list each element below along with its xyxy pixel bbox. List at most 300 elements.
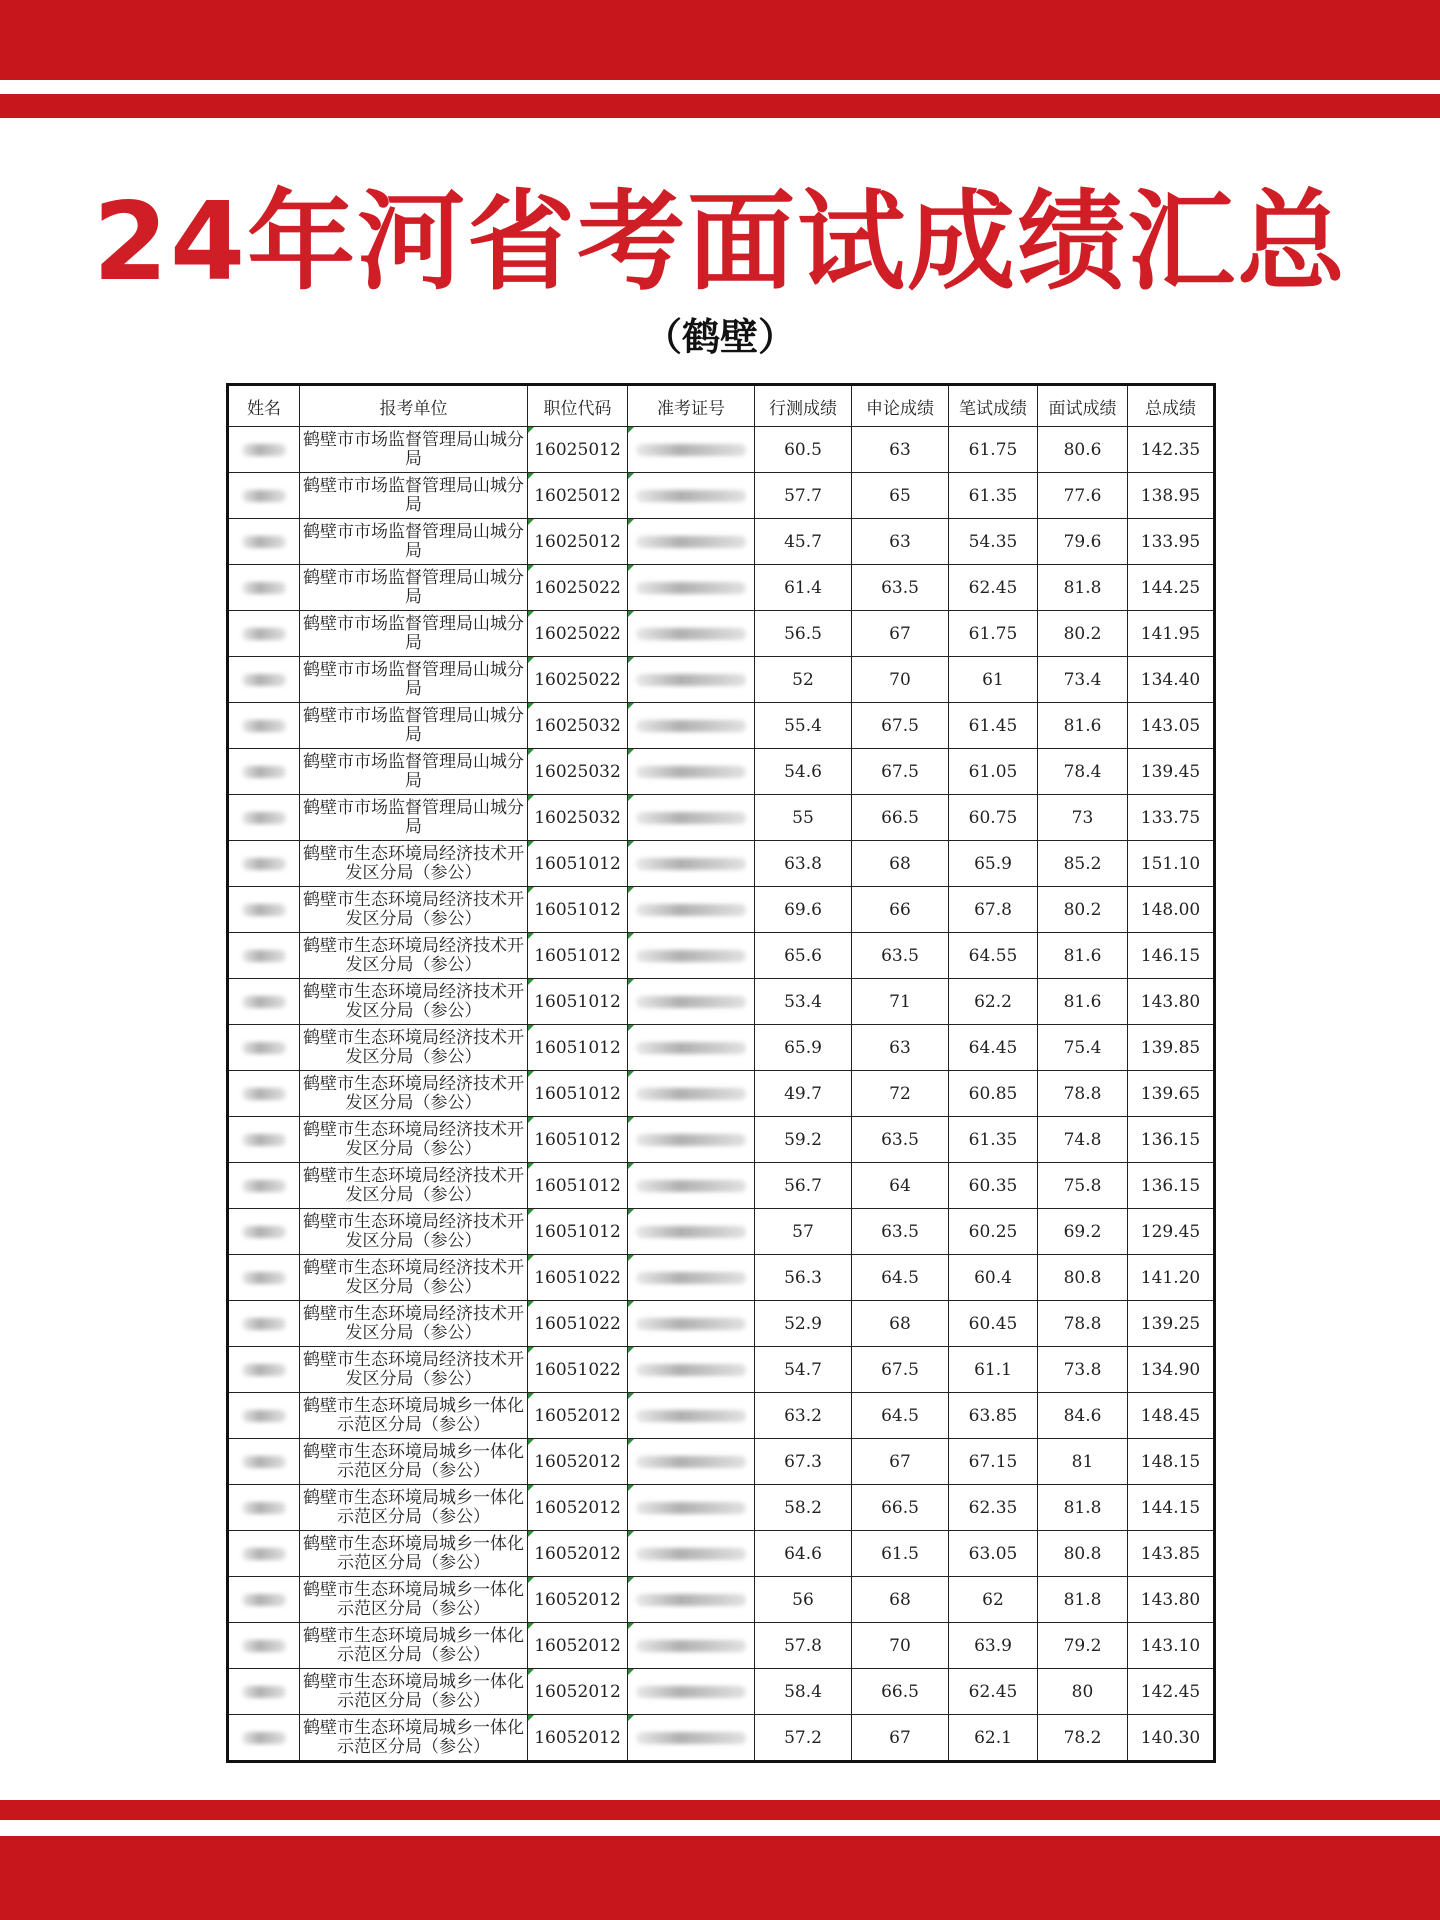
- name-cell: [228, 1393, 300, 1439]
- shenlun-score-cell: 67: [852, 1715, 949, 1762]
- unit-cell: 鹤壁市市场监督管理局山城分局: [300, 611, 528, 657]
- position-code-cell: 16025022: [528, 657, 628, 703]
- ticket-number-cell: [628, 1439, 755, 1485]
- total-score-cell: 140.30: [1128, 1715, 1215, 1762]
- name-cell: [228, 1439, 300, 1485]
- name-cell: [228, 841, 300, 887]
- redacted-blur: [636, 1134, 746, 1146]
- redacted-blur: [636, 1180, 746, 1192]
- written-score-cell: 61.35: [949, 1117, 1038, 1163]
- table-row: [228, 657, 1215, 703]
- shenlun-score-cell: 68: [852, 841, 949, 887]
- total-score-cell: 129.45: [1128, 1209, 1215, 1255]
- interview-score-cell: 78.4: [1038, 749, 1128, 795]
- written-score-cell: 61.1: [949, 1347, 1038, 1393]
- redacted-blur: [636, 720, 746, 732]
- written-score-cell: 61.75: [949, 427, 1038, 473]
- redacted-blur: [242, 582, 286, 594]
- xingce-score-cell: 61.4: [755, 565, 852, 611]
- redacted-blur: [636, 766, 746, 778]
- redacted-blur: [636, 674, 746, 686]
- header-written-score: 笔试成绩: [949, 385, 1038, 427]
- total-score-cell: 151.10: [1128, 841, 1215, 887]
- shenlun-score-cell: 63.5: [852, 933, 949, 979]
- xingce-score-cell: 60.5: [755, 427, 852, 473]
- name-cell: [228, 1485, 300, 1531]
- interview-score-cell: 73.8: [1038, 1347, 1128, 1393]
- written-score-cell: 60.4: [949, 1255, 1038, 1301]
- ticket-number-cell: [628, 1485, 755, 1531]
- unit-cell: 鹤壁市生态环境局经济技术开发区分局（参公）: [300, 933, 528, 979]
- total-score-cell: 143.05: [1128, 703, 1215, 749]
- total-score-cell: 133.95: [1128, 519, 1215, 565]
- written-score-cell: 63.9: [949, 1623, 1038, 1669]
- redacted-blur: [242, 720, 286, 732]
- name-cell: [228, 1623, 300, 1669]
- name-cell: [228, 565, 300, 611]
- name-cell: [228, 1669, 300, 1715]
- table-row: [228, 1623, 1215, 1669]
- unit-cell: 鹤壁市生态环境局经济技术开发区分局（参公）: [300, 1209, 528, 1255]
- shenlun-score-cell: 64.5: [852, 1255, 949, 1301]
- position-code-cell: 16052012: [528, 1669, 628, 1715]
- total-score-cell: 143.80: [1128, 979, 1215, 1025]
- table-row: [228, 1669, 1215, 1715]
- page-subtitle: （鹤壁）: [643, 315, 796, 359]
- written-score-cell: 64.45: [949, 1025, 1038, 1071]
- name-cell: [228, 1577, 300, 1623]
- unit-cell: 鹤壁市生态环境局城乡一体化示范区分局（参公）: [300, 1439, 528, 1485]
- total-score-cell: 139.65: [1128, 1071, 1215, 1117]
- redacted-blur: [636, 1318, 746, 1330]
- written-score-cell: 65.9: [949, 841, 1038, 887]
- xingce-score-cell: 57.2: [755, 1715, 852, 1762]
- ticket-number-cell: [628, 565, 755, 611]
- position-code-cell: 16051022: [528, 1255, 628, 1301]
- xingce-score-cell: 56.3: [755, 1255, 852, 1301]
- xingce-score-cell: 69.6: [755, 887, 852, 933]
- redacted-blur: [636, 1088, 746, 1100]
- shenlun-score-cell: 71: [852, 979, 949, 1025]
- position-code-cell: 16051022: [528, 1301, 628, 1347]
- total-score-cell: 139.25: [1128, 1301, 1215, 1347]
- redacted-blur: [242, 1502, 286, 1514]
- unit-cell: 鹤壁市生态环境局经济技术开发区分局（参公）: [300, 1163, 528, 1209]
- written-score-cell: 60.45: [949, 1301, 1038, 1347]
- total-score-cell: 141.20: [1128, 1255, 1215, 1301]
- table-row: [228, 1071, 1215, 1117]
- xingce-score-cell: 67.3: [755, 1439, 852, 1485]
- redacted-blur: [242, 1134, 286, 1146]
- interview-score-cell: 79.2: [1038, 1623, 1128, 1669]
- interview-score-cell: 75.4: [1038, 1025, 1128, 1071]
- xingce-score-cell: 65.9: [755, 1025, 852, 1071]
- unit-cell: 鹤壁市市场监督管理局山城分局: [300, 565, 528, 611]
- shenlun-score-cell: 72: [852, 1071, 949, 1117]
- header-ticket-number: 准考证号: [628, 385, 755, 427]
- redacted-blur: [242, 996, 286, 1008]
- table-row: [228, 1255, 1215, 1301]
- header-interview-score: 面试成绩: [1038, 385, 1128, 427]
- unit-cell: 鹤壁市生态环境局经济技术开发区分局（参公）: [300, 1255, 528, 1301]
- ticket-number-cell: [628, 1255, 755, 1301]
- redacted-blur: [242, 1088, 286, 1100]
- written-score-cell: 60.25: [949, 1209, 1038, 1255]
- xingce-score-cell: 57.8: [755, 1623, 852, 1669]
- redacted-blur: [636, 904, 746, 916]
- name-cell: [228, 887, 300, 933]
- table-row: [228, 1715, 1215, 1762]
- redacted-blur: [242, 858, 286, 870]
- xingce-score-cell: 53.4: [755, 979, 852, 1025]
- redacted-blur: [636, 1410, 746, 1422]
- interview-score-cell: 80.8: [1038, 1255, 1128, 1301]
- position-code-cell: 16051012: [528, 1209, 628, 1255]
- interview-score-cell: 85.2: [1038, 841, 1128, 887]
- redacted-blur: [242, 812, 286, 824]
- xingce-score-cell: 56.7: [755, 1163, 852, 1209]
- ticket-number-cell: [628, 1071, 755, 1117]
- table-row: [228, 1531, 1215, 1577]
- unit-cell: 鹤壁市生态环境局城乡一体化示范区分局（参公）: [300, 1485, 528, 1531]
- table-row: [228, 1347, 1215, 1393]
- name-cell: [228, 749, 300, 795]
- top-red-band: [0, 0, 1440, 80]
- top-red-stripe: [0, 94, 1440, 118]
- redacted-blur: [636, 582, 746, 594]
- shenlun-score-cell: 70: [852, 1623, 949, 1669]
- header-unit: 报考单位: [300, 385, 528, 427]
- redacted-blur: [242, 1364, 286, 1376]
- total-score-cell: 142.45: [1128, 1669, 1215, 1715]
- interview-score-cell: 80.8: [1038, 1531, 1128, 1577]
- redacted-blur: [636, 1042, 746, 1054]
- redacted-blur: [242, 628, 286, 640]
- unit-cell: 鹤壁市生态环境局经济技术开发区分局（参公）: [300, 1347, 528, 1393]
- xingce-score-cell: 55: [755, 795, 852, 841]
- table-row: [228, 1301, 1215, 1347]
- unit-cell: 鹤壁市生态环境局经济技术开发区分局（参公）: [300, 1025, 528, 1071]
- table-row: [228, 933, 1215, 979]
- xingce-score-cell: 58.4: [755, 1669, 852, 1715]
- table-row: [228, 473, 1215, 519]
- redacted-blur: [636, 996, 746, 1008]
- table-row: [228, 1209, 1215, 1255]
- total-score-cell: 148.15: [1128, 1439, 1215, 1485]
- shenlun-score-cell: 64: [852, 1163, 949, 1209]
- redacted-blur: [242, 1226, 286, 1238]
- table-row: [228, 1393, 1215, 1439]
- total-score-cell: 141.95: [1128, 611, 1215, 657]
- table-row: [228, 841, 1215, 887]
- position-code-cell: 16025032: [528, 795, 628, 841]
- total-score-cell: 143.80: [1128, 1577, 1215, 1623]
- redacted-blur: [636, 490, 746, 502]
- table-row: [228, 979, 1215, 1025]
- total-score-cell: 136.15: [1128, 1117, 1215, 1163]
- position-code-cell: 16052012: [528, 1715, 628, 1762]
- table-row: [228, 1485, 1215, 1531]
- redacted-blur: [242, 536, 286, 548]
- name-cell: [228, 1025, 300, 1071]
- shenlun-score-cell: 67.5: [852, 749, 949, 795]
- redacted-blur: [636, 1364, 746, 1376]
- xingce-score-cell: 63.2: [755, 1393, 852, 1439]
- interview-score-cell: 80.2: [1038, 887, 1128, 933]
- ticket-number-cell: [628, 611, 755, 657]
- written-score-cell: 62.1: [949, 1715, 1038, 1762]
- shenlun-score-cell: 63.5: [852, 1209, 949, 1255]
- shenlun-score-cell: 66.5: [852, 795, 949, 841]
- unit-cell: 鹤壁市市场监督管理局山城分局: [300, 749, 528, 795]
- unit-cell: 鹤壁市生态环境局城乡一体化示范区分局（参公）: [300, 1393, 528, 1439]
- interview-score-cell: 80.6: [1038, 427, 1128, 473]
- ticket-number-cell: [628, 519, 755, 565]
- interview-score-cell: 78.2: [1038, 1715, 1128, 1762]
- name-cell: [228, 1255, 300, 1301]
- unit-cell: 鹤壁市市场监督管理局山城分局: [300, 519, 528, 565]
- shenlun-score-cell: 67: [852, 1439, 949, 1485]
- total-score-cell: 148.00: [1128, 887, 1215, 933]
- table-row: [228, 427, 1215, 473]
- interview-score-cell: 74.8: [1038, 1117, 1128, 1163]
- header-total-score: 总成绩: [1128, 385, 1215, 427]
- redacted-blur: [242, 1272, 286, 1284]
- ticket-number-cell: [628, 1163, 755, 1209]
- written-score-cell: 62.45: [949, 1669, 1038, 1715]
- position-code-cell: 16052012: [528, 1623, 628, 1669]
- table-row: [228, 1025, 1215, 1071]
- position-code-cell: 16025032: [528, 749, 628, 795]
- unit-cell: 鹤壁市生态环境局经济技术开发区分局（参公）: [300, 1301, 528, 1347]
- total-score-cell: 138.95: [1128, 473, 1215, 519]
- redacted-blur: [636, 536, 746, 548]
- table-row: [228, 1117, 1215, 1163]
- ticket-number-cell: [628, 1715, 755, 1762]
- total-score-cell: 146.15: [1128, 933, 1215, 979]
- unit-cell: 鹤壁市生态环境局经济技术开发区分局（参公）: [300, 1117, 528, 1163]
- name-cell: [228, 1347, 300, 1393]
- unit-cell: 鹤壁市生态环境局经济技术开发区分局（参公）: [300, 1071, 528, 1117]
- table-body: [228, 427, 1215, 1762]
- redacted-blur: [242, 1318, 286, 1330]
- redacted-blur: [242, 1732, 286, 1744]
- position-code-cell: 16051012: [528, 1071, 628, 1117]
- interview-score-cell: 73: [1038, 795, 1128, 841]
- ticket-number-cell: [628, 1623, 755, 1669]
- interview-score-cell: 81.6: [1038, 703, 1128, 749]
- total-score-cell: 144.25: [1128, 565, 1215, 611]
- xingce-score-cell: 65.6: [755, 933, 852, 979]
- shenlun-score-cell: 63.5: [852, 565, 949, 611]
- header-name: 姓名: [228, 385, 300, 427]
- xingce-score-cell: 64.6: [755, 1531, 852, 1577]
- shenlun-score-cell: 68: [852, 1301, 949, 1347]
- redacted-blur: [242, 1594, 286, 1606]
- total-score-cell: 139.85: [1128, 1025, 1215, 1071]
- ticket-number-cell: [628, 841, 755, 887]
- position-code-cell: 16025022: [528, 611, 628, 657]
- unit-cell: 鹤壁市市场监督管理局山城分局: [300, 795, 528, 841]
- position-code-cell: 16051022: [528, 1347, 628, 1393]
- written-score-cell: 62.35: [949, 1485, 1038, 1531]
- table-row: [228, 887, 1215, 933]
- redacted-blur: [636, 1732, 746, 1744]
- table-row: [228, 1577, 1215, 1623]
- shenlun-score-cell: 67: [852, 611, 949, 657]
- written-score-cell: 61.05: [949, 749, 1038, 795]
- ticket-number-cell: [628, 427, 755, 473]
- ticket-number-cell: [628, 979, 755, 1025]
- name-cell: [228, 1301, 300, 1347]
- position-code-cell: 16052012: [528, 1439, 628, 1485]
- xingce-score-cell: 63.8: [755, 841, 852, 887]
- ticket-number-cell: [628, 1025, 755, 1071]
- position-code-cell: 16051012: [528, 841, 628, 887]
- name-cell: [228, 795, 300, 841]
- bottom-red-stripe: [0, 1800, 1440, 1820]
- ticket-number-cell: [628, 749, 755, 795]
- table-row: [228, 519, 1215, 565]
- redacted-blur: [636, 1640, 746, 1652]
- table-row: [228, 1439, 1215, 1485]
- redacted-blur: [242, 950, 286, 962]
- total-score-cell: 133.75: [1128, 795, 1215, 841]
- written-score-cell: 67.8: [949, 887, 1038, 933]
- interview-score-cell: 80.2: [1038, 611, 1128, 657]
- unit-cell: 鹤壁市生态环境局经济技术开发区分局（参公）: [300, 887, 528, 933]
- redacted-blur: [636, 1548, 746, 1560]
- name-cell: [228, 1117, 300, 1163]
- shenlun-score-cell: 66.5: [852, 1669, 949, 1715]
- redacted-blur: [242, 1456, 286, 1468]
- page-title: 24年河省考面试成绩汇总: [92, 180, 1348, 305]
- redacted-blur: [636, 812, 746, 824]
- written-score-cell: 60.75: [949, 795, 1038, 841]
- table-header-row: [228, 385, 1215, 427]
- shenlun-score-cell: 67.5: [852, 1347, 949, 1393]
- redacted-blur: [636, 1502, 746, 1514]
- xingce-score-cell: 56.5: [755, 611, 852, 657]
- name-cell: [228, 611, 300, 657]
- scores-table: [226, 383, 1216, 1763]
- position-code-cell: 16025012: [528, 519, 628, 565]
- written-score-cell: 67.15: [949, 1439, 1038, 1485]
- table-row: [228, 795, 1215, 841]
- name-cell: [228, 473, 300, 519]
- table-row: [228, 611, 1215, 657]
- name-cell: [228, 1071, 300, 1117]
- interview-score-cell: 77.6: [1038, 473, 1128, 519]
- written-score-cell: 61.75: [949, 611, 1038, 657]
- ticket-number-cell: [628, 657, 755, 703]
- redacted-blur: [242, 1548, 286, 1560]
- unit-cell: 鹤壁市市场监督管理局山城分局: [300, 427, 528, 473]
- xingce-score-cell: 58.2: [755, 1485, 852, 1531]
- unit-cell: 鹤壁市生态环境局经济技术开发区分局（参公）: [300, 841, 528, 887]
- shenlun-score-cell: 63: [852, 1025, 949, 1071]
- position-code-cell: 16025032: [528, 703, 628, 749]
- total-score-cell: 143.10: [1128, 1623, 1215, 1669]
- name-cell: [228, 519, 300, 565]
- redacted-blur: [242, 1640, 286, 1652]
- ticket-number-cell: [628, 933, 755, 979]
- header-shenlun-score: 申论成绩: [852, 385, 949, 427]
- total-score-cell: 144.15: [1128, 1485, 1215, 1531]
- redacted-blur: [636, 1226, 746, 1238]
- ticket-number-cell: [628, 795, 755, 841]
- unit-cell: 鹤壁市生态环境局城乡一体化示范区分局（参公）: [300, 1715, 528, 1762]
- name-cell: [228, 979, 300, 1025]
- position-code-cell: 16025012: [528, 427, 628, 473]
- name-cell: [228, 703, 300, 749]
- shenlun-score-cell: 68: [852, 1577, 949, 1623]
- written-score-cell: 63.85: [949, 1393, 1038, 1439]
- redacted-blur: [242, 1042, 286, 1054]
- written-score-cell: 61: [949, 657, 1038, 703]
- total-score-cell: 136.15: [1128, 1163, 1215, 1209]
- redacted-blur: [636, 1686, 746, 1698]
- shenlun-score-cell: 65: [852, 473, 949, 519]
- ticket-number-cell: [628, 1577, 755, 1623]
- total-score-cell: 143.85: [1128, 1531, 1215, 1577]
- redacted-blur: [636, 1456, 746, 1468]
- table-row: [228, 749, 1215, 795]
- interview-score-cell: 78.8: [1038, 1301, 1128, 1347]
- interview-score-cell: 79.6: [1038, 519, 1128, 565]
- xingce-score-cell: 52.9: [755, 1301, 852, 1347]
- total-score-cell: 134.40: [1128, 657, 1215, 703]
- xingce-score-cell: 55.4: [755, 703, 852, 749]
- unit-cell: 鹤壁市市场监督管理局山城分局: [300, 657, 528, 703]
- unit-cell: 鹤壁市市场监督管理局山城分局: [300, 703, 528, 749]
- written-score-cell: 62.45: [949, 565, 1038, 611]
- shenlun-score-cell: 63: [852, 519, 949, 565]
- interview-score-cell: 73.4: [1038, 657, 1128, 703]
- interview-score-cell: 81: [1038, 1439, 1128, 1485]
- bottom-red-band: [0, 1836, 1440, 1920]
- written-score-cell: 61.45: [949, 703, 1038, 749]
- unit-cell: 鹤壁市生态环境局城乡一体化示范区分局（参公）: [300, 1577, 528, 1623]
- redacted-blur: [242, 766, 286, 778]
- position-code-cell: 16025022: [528, 565, 628, 611]
- ticket-number-cell: [628, 1393, 755, 1439]
- table-row: [228, 565, 1215, 611]
- written-score-cell: 61.35: [949, 473, 1038, 519]
- redacted-blur: [636, 628, 746, 640]
- ticket-number-cell: [628, 1531, 755, 1577]
- position-code-cell: 16051012: [528, 1025, 628, 1071]
- redacted-blur: [636, 1594, 746, 1606]
- written-score-cell: 60.85: [949, 1071, 1038, 1117]
- position-code-cell: 16052012: [528, 1485, 628, 1531]
- interview-score-cell: 81.6: [1038, 979, 1128, 1025]
- ticket-number-cell: [628, 1117, 755, 1163]
- written-score-cell: 64.55: [949, 933, 1038, 979]
- redacted-blur: [636, 858, 746, 870]
- xingce-score-cell: 57: [755, 1209, 852, 1255]
- shenlun-score-cell: 66: [852, 887, 949, 933]
- interview-score-cell: 78.8: [1038, 1071, 1128, 1117]
- written-score-cell: 63.05: [949, 1531, 1038, 1577]
- position-code-cell: 16052012: [528, 1531, 628, 1577]
- ticket-number-cell: [628, 1301, 755, 1347]
- redacted-blur: [242, 490, 286, 502]
- written-score-cell: 62: [949, 1577, 1038, 1623]
- written-score-cell: 60.35: [949, 1163, 1038, 1209]
- unit-cell: 鹤壁市生态环境局城乡一体化示范区分局（参公）: [300, 1531, 528, 1577]
- name-cell: [228, 427, 300, 473]
